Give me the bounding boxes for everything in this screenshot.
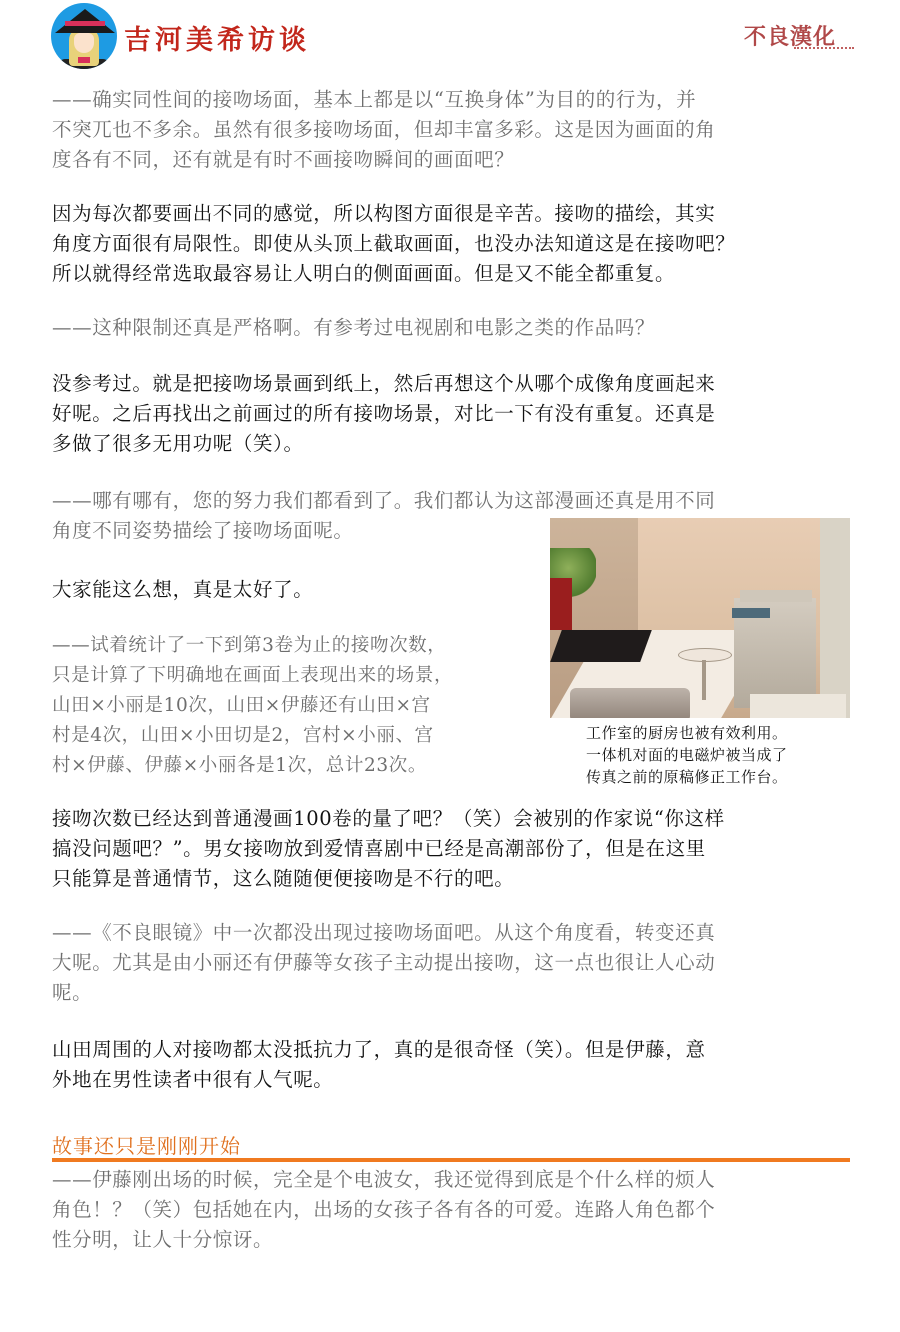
text-line: ——伊藤刚出场的时候，完全是个电波女，我还觉得到底是个什么样的烦人 (52, 1168, 716, 1191)
interview-question (52, 918, 715, 1008)
text-line: 角度方面很有局限性。即使从头顶上截取画面，也没办法知道这是在接吻吧？ (52, 232, 736, 255)
caption-line: 传真之前的原稿修正工作台。 (586, 768, 788, 786)
witch-character-avatar-icon (51, 3, 117, 69)
text-line: 搞没问题吧？”。男女接吻放到爱情喜剧中已经是高潮部份了，但是在这里 (52, 837, 706, 860)
text-line: 呢。 (52, 981, 93, 1004)
bulianghanhua-logo-icon (744, 20, 856, 56)
text-line: 村是4次，山田×小田切是2，宫村×小丽、宫 (52, 725, 434, 746)
interview-answer (52, 369, 715, 459)
section-heading: 故事还只是刚刚开始 (52, 1134, 241, 1158)
text-line: 因为每次都要画出不同的感觉，所以构图方面很是辛苦。接吻的描绘，其实 (52, 202, 716, 225)
text-line: ——哪有哪有，您的努力我们都看到了。我们都认为这部漫画还真是用不同 (52, 489, 716, 512)
interview-answer (52, 199, 735, 289)
logo-text: 不良漢化 (744, 24, 837, 50)
text-line: 度各有不同，还有就是有时不画接吻瞬间的画面吧？ (52, 148, 515, 171)
text-line: 角度不同姿势描绘了接吻场面呢。 (52, 519, 354, 542)
text-line: 山田周围的人对接吻都太没抵抗力了，真的是很奇怪（笑）。但是伊藤，意 (52, 1038, 706, 1061)
text-line: ——这种限制还真是严格啊。有参考过电视剧和电影之类的作品吗？ (52, 316, 656, 339)
section-divider (52, 1158, 850, 1162)
text-line: 多做了很多无用功呢（笑）。 (52, 432, 304, 455)
text-line: ——试着统计了一下到第3卷为止的接吻次数， (52, 635, 447, 656)
text-line: 不突兀也不多余。虽然有很多接吻场面，但却丰富多彩。这是因为画面的角 (52, 118, 716, 141)
interview-question (52, 313, 655, 343)
text-line: 外地在男性读者中很有人气呢。 (52, 1068, 334, 1091)
page-header (0, 0, 900, 80)
text-line: 山田×小丽是10次，山田×伊藤还有山田×宫 (52, 695, 431, 716)
text-line: 接吻次数已经达到普通漫画100卷的量了吧？（笑）会被别的作家说“你这样 (52, 807, 725, 830)
text-line: 性分明，让人十分惊讶。 (52, 1228, 274, 1251)
interview-answer (52, 575, 313, 605)
text-line: 没参考过。就是把接吻场景画到纸上，然后再想这个从哪个成像角度画起来 (52, 372, 716, 395)
text-line: 村×伊藤、伊藤×小丽各是1次，总计23次。 (52, 755, 427, 776)
text-line: 角色！？（笑）包括她在内，出场的女孩子各有各的可爱。连路人角色都个 (52, 1198, 716, 1221)
photo-caption (586, 722, 788, 788)
text-line: 只能算是普通情节，这么随随便便接吻是不行的吧。 (52, 867, 515, 890)
text-line: 大家能这么想，真是太好了。 (52, 578, 314, 601)
interview-question (52, 85, 715, 175)
interview-question (52, 1165, 715, 1255)
caption-line: 工作室的厨房也被有效利用。 (586, 724, 788, 742)
text-line: 好呢。之后再找出之前画过的所有接吻场景，对比一下有没有重复。还真是 (52, 402, 716, 425)
caption-line: 一体机对面的电磁炉被当成了 (586, 746, 788, 764)
studio-kitchen-photo (550, 518, 850, 718)
interview-answer (52, 804, 725, 894)
site-title: 吉河美希访谈 (124, 25, 310, 56)
interview-question (52, 631, 453, 781)
text-line: 只是计算了下明确地在画面上表现出来的场景， (52, 665, 454, 686)
interview-answer (52, 1035, 706, 1095)
text-line: 大呢。尤其是由小丽还有伊藤等女孩子主动提出接吻，这一点也很让人心动 (52, 951, 716, 974)
text-line: ——确实同性间的接吻场面，基本上都是以“互换身体”为目的的行为，并 (52, 88, 697, 111)
text-line: 所以就得经常选取最容易让人明白的侧面画面。但是又不能全都重复。 (52, 262, 676, 285)
text-line: ——《不良眼镜》中一次都没出现过接吻场面吧。从这个角度看，转变还真 (52, 921, 716, 944)
